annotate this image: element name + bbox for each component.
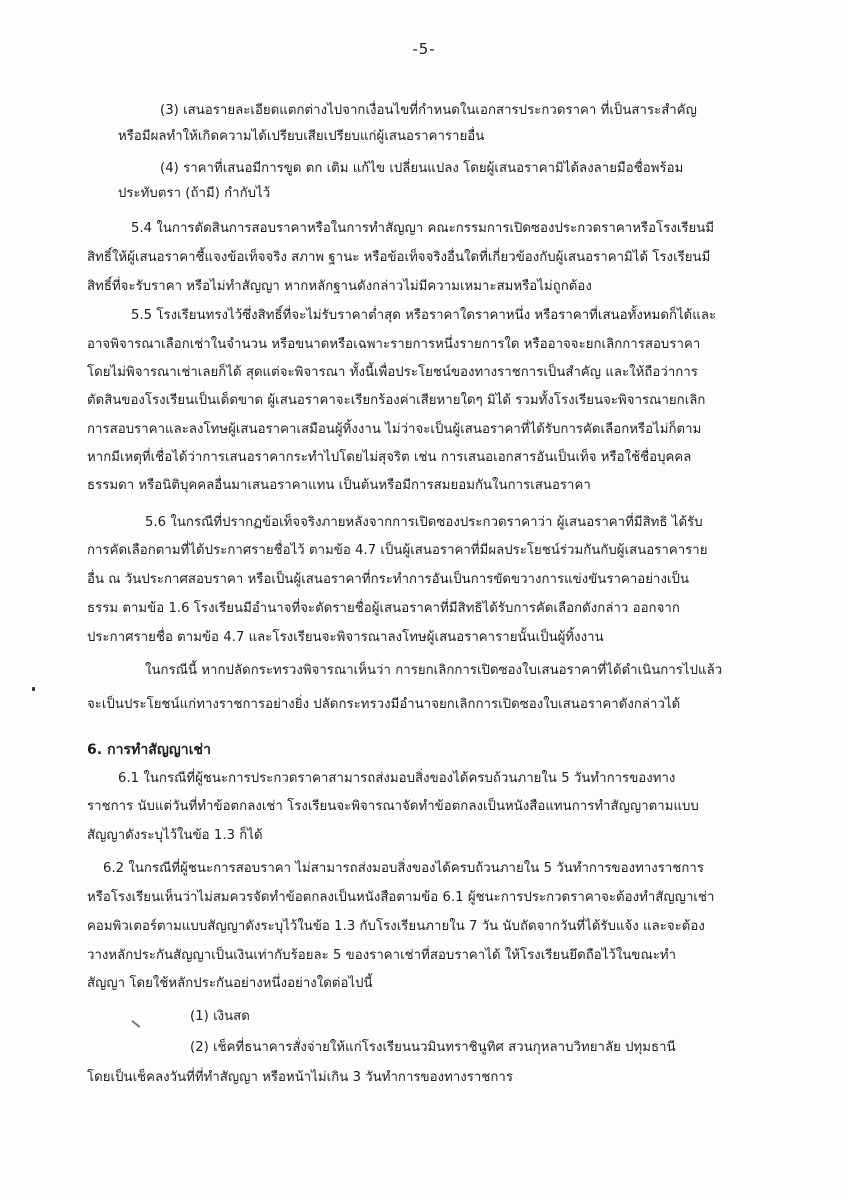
text-line: (2) เช็คที่ธนาคารสั่งจ่ายให้แก่โรงเรียนนวมินทราชินูทิศ สวนกุหลาบวิทยาลัย ปทุมธานี xyxy=(190,1040,676,1055)
text-line: 5.6 ในกรณีที่ปรากฏข้อเท็จจริงภายหลังจากการเปิดซองประกวดราคาว่า ผู้เสนอราคาที่มีสิทธิ ได้รับ xyxy=(145,515,703,530)
text-line: คอมพิวเตอร์ตามแบบสัญญาดังระบุไว้ในข้อ 1.3 กับโรงเรียนภายใน 7 วัน นับถัดจากวันที่ได้รับแจ้ง และจะต้อง xyxy=(87,919,705,934)
text-line: ในกรณีนี้ หากปลัดกระทรวงพิจารณาเห็นว่า การยกเลิกการเปิดซองใบเสนอราคาที่ได้ดำเนินการไปแล้ว xyxy=(145,663,723,678)
text-line: การสอบราคาและลงโทษผู้เสนอราคาเสมือนผู้ทิ้งงาน ไม่ว่าจะเป็นผู้เสนอราคาที่ได้รับการคัดเลือกหรือไม่ก็ตาม xyxy=(87,422,702,437)
text-line: 6.1 ในกรณีที่ผู้ชนะการประกวดราคาสามารถส่งมอบสิ่งของได้ครบถ้วนภายใน 5 วันทำการของทาง xyxy=(118,771,676,786)
text-line: อื่น ณ วันประกาศสอบราคา หรือเป็นผู้เสนอราคาที่กระทำการอันเป็นการขัดขวางการแข่งขันราคาอย่างเป็น xyxy=(87,572,690,587)
text-line: โดยไม่พิจารณาเช่าเลยก็ได้ สุดแต่จะพิจารณา ทั้งนี้เพื่อประโยชน์ของทางราชการเป็นสำคัญ และให้ถือว่าการ xyxy=(87,365,698,380)
text-line: 5.5 โรงเรียนทรงไว้ซึ่งสิทธิ์ที่จะไม่รับราคาต่ำสุด หรือราคาใดราคาหนึ่ง หรือราคาที่เสนอทั้งหมดก็ได้และ xyxy=(131,308,717,323)
text-line: ประกาศรายชื่อ ตามข้อ 4.7 และโรงเรียนจะพิจารณาลงโทษผู้เสนอราคารายนั้นเป็นผู้ทิ้งงาน xyxy=(87,630,604,645)
text-line: สัญญา โดยใช้หลักประกันอย่างหนึ่งอย่างใดต่อไปนี้ xyxy=(87,976,373,991)
text-line: จะเป็นประโยชน์แก่ทางราชการอย่างยิ่ง ปลัดกระทรวงมีอำนาจยกเลิกการเปิดซองใบเสนอราคาดังกล่าวได้ xyxy=(87,697,681,712)
text-line: ราชการ นับแต่วันที่ทำข้อตกลงเช่า โรงเรียนจะพิจารณาจัดทำข้อตกลงเป็นหนังสือแทนการทำสัญญาตามแบบ xyxy=(87,799,699,814)
pen-stroke-mark xyxy=(132,1020,141,1028)
text-line: วางหลักประกันสัญญาเป็นเงินเท่ากับร้อยละ 5 ของราคาเช่าที่สอบราคาได้ ให้โรงเรียนยึดถือไว้ในขณะทำ xyxy=(87,948,677,963)
text-line: ธรรม ตามข้อ 1.6 โรงเรียนมีอำนาจที่จะตัดรายชื่อผู้เสนอราคาที่มีสิทธิได้รับการคัดเลือกดังกล่าว ออกจาก xyxy=(87,601,680,616)
text-line: สิทธิ์ให้ผู้เสนอราคาชี้แจงข้อเท็จจริง สภาพ ฐานะ หรือข้อเท็จจริงอื่นใดที่เกี่ยวข้องกับผู้เสนอราคามิได้ โรงเรียนมี xyxy=(87,250,711,265)
text-line: หรือมีผลทำให้เกิดความได้เปรียบเสียเปรียบแก่ผู้เสนอราคารายอื่น xyxy=(118,129,485,144)
text-line: (4) ราคาที่เสนอมีการขูด ตก เติม แก้ไข เปลี่ยนแปลง โดยผู้เสนอราคามิได้ลงลายมือชื่อพร้อม xyxy=(160,161,684,176)
text-line: การคัดเลือกตามที่ได้ประกาศรายชื่อไว้ ตามข้อ 4.7 เป็นผู้เสนอราคาที่มีผลประโยชน์ร่วมกันกับผู้เสนอราคาราย xyxy=(87,543,708,558)
section-heading: 6. การทำสัญญาเช่า xyxy=(87,742,211,758)
text-line: สัญญาดังระบุไว้ในข้อ 1.3 ก็ได้ xyxy=(87,828,263,843)
text-line: (1) เงินสด xyxy=(190,1009,250,1024)
scan-speck-mark xyxy=(32,687,35,691)
text-line: ประทับตรา (ถ้ามี) กำกับไว้ xyxy=(118,186,271,201)
text-line: สิทธิ์ที่จะรับราคา หรือไม่ทำสัญญา หากหลักฐานดังกล่าวไม่มีความเหมาะสมหรือไม่ถูกต้อง xyxy=(87,279,592,294)
text-line: อาจพิจารณาเลือกเช่าในจำนวน หรือขนาดหรือเฉพาะรายการหนึ่งรายการใด หรืออาจจะยกเลิกการสอบราคา xyxy=(87,337,701,352)
text-line: หากมีเหตุที่เชื่อได้ว่าการเสนอราคากระทำไปโดยไม่สุจริต เช่น การเสนอเอกสารอันเป็นเท็จ หรือใช้ชื่อบุคคล xyxy=(87,450,692,465)
text-line: 6.2 ในกรณีที่ผู้ชนะการสอบราคา ไม่สามารถส่งมอบสิ่งของได้ครบถ้วนภายใน 5 วันทำการของทางราชการ xyxy=(103,861,704,876)
text-line: ตัดสินของโรงเรียนเป็นเด็ดขาด ผู้เสนอราคาจะเรียกร้องค่าเสียหายใดๆ มิได้ รวมทั้งโรงเรียนจะพิจารณายกเลิก xyxy=(87,393,706,408)
text-line: 5.4 ในการตัดสินการสอบราคาหรือในการทำสัญญา คณะกรรมการเปิดซองประกวดราคาหรือโรงเรียนมี xyxy=(131,221,715,236)
text-line: (3) เสนอรายละเอียดแตกต่างไปจากเงื่อนไขที่กำหนดในเอกสารประกวดราคา ที่เป็นสาระสำคัญ xyxy=(160,103,697,118)
text-line: โดยเป็นเช็คลงวันที่ที่ทำสัญญา หรือหน้าไม่เกิน 3 วันทำการของทางราชการ xyxy=(87,1070,513,1085)
page-number: -5- xyxy=(412,40,436,58)
text-line: หรือโรงเรียนเห็นว่าไม่สมควรจัดทำข้อตกลงเป็นหนังสือตามข้อ 6.1 ผู้ชนะการประกวดราคาจะต้องทำสัญญาเช่า xyxy=(87,890,715,905)
text-line: ธรรมดา หรือนิติบุคคลอื่นมาเสนอราคาแทน เป็นต้นหรือมีการสมยอมกันในการเสนอราคา xyxy=(87,478,591,493)
